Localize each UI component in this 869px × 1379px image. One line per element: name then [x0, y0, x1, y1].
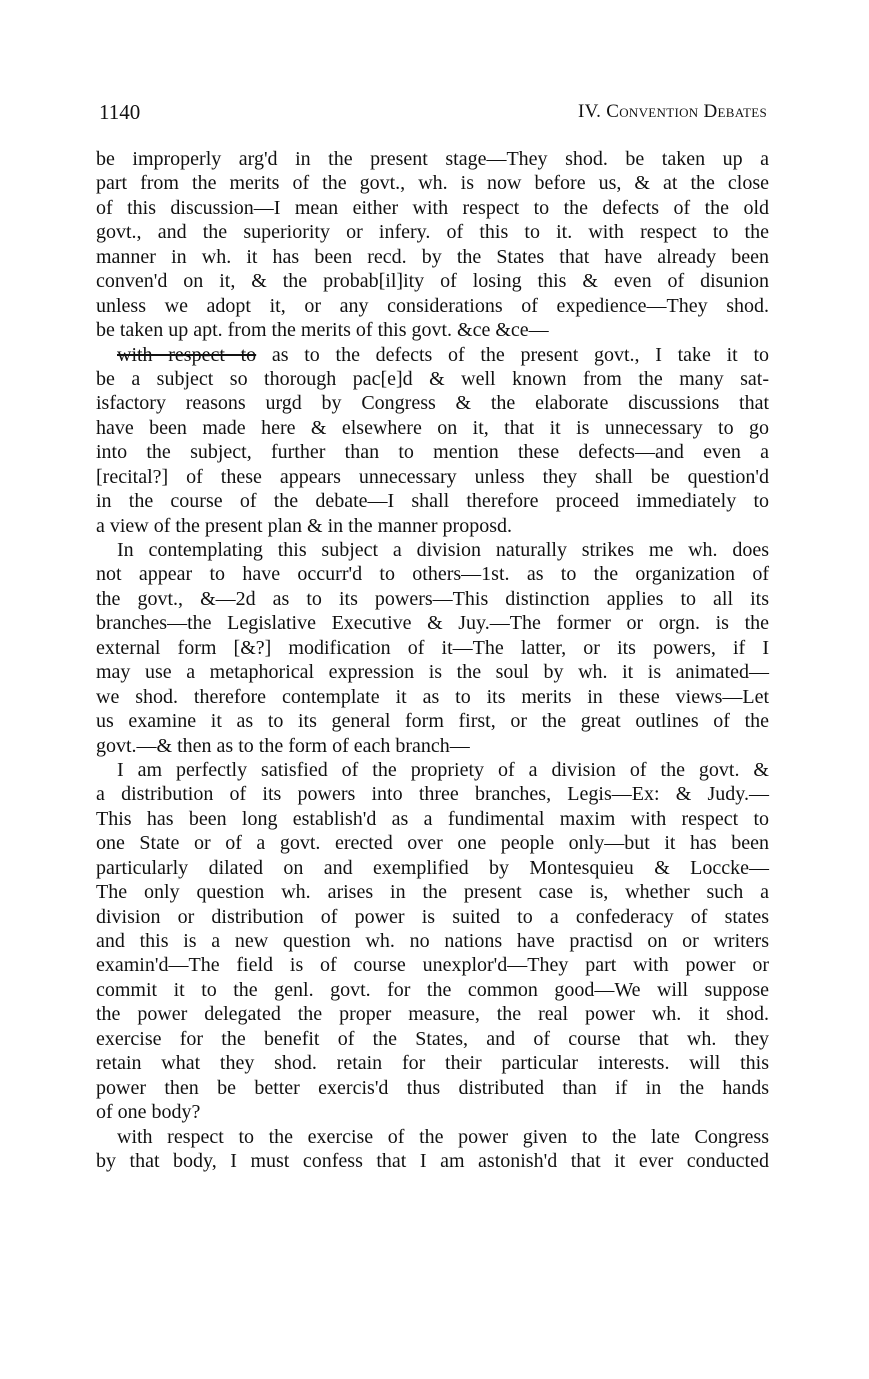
- text-line: the govt., &—2d as to its powers—This distinction applies to all its: [96, 587, 769, 610]
- text-line: us examine it as to its general form first, or the great outlines of the: [96, 710, 769, 733]
- text-line: of this discussion—I mean either with respect to the defects of the old: [96, 196, 769, 219]
- text-line: part from the merits of the govt., wh. is now before us, & at the close: [96, 172, 769, 195]
- text-line: external form [&?] modification of it—The latter, or its powers, if I: [96, 636, 769, 659]
- text-line: isfactory reasons urgd by Congress & the elaborate discussions that: [96, 392, 769, 415]
- text-line: have been made here & elsewhere on it, that it is unnecessary to go: [96, 416, 769, 439]
- text-line: be improperly arg'd in the present stage—They shod. be taken up a: [96, 148, 769, 170]
- text-line: retain what they shod. retain for their particular interests. will this: [96, 1052, 769, 1075]
- text-line: manner in wh. it has been recd. by the States that have already been: [96, 245, 769, 268]
- text-line: in the course of the debate—I shall therefore proceed immediately to: [96, 490, 769, 513]
- paragraph-5: [96, 1125, 769, 1174]
- paragraph-4: [96, 758, 769, 1125]
- text-line: may use a metaphorical expression is the soul by wh. it is animated—: [96, 661, 769, 684]
- body-text: [96, 147, 769, 1173]
- text-line: conven'd on it, & the probab[il]ity of losing this & even of disunion: [96, 270, 769, 293]
- text-line: govt.—& then as to the form of each branch—: [96, 734, 470, 757]
- text-line: be a subject so thorough pac[e]d & well known from the many sat-: [96, 367, 769, 390]
- text-line: branches—the Legislative Executive & Juy.—The former or orgn. is the: [96, 612, 769, 635]
- text-line: a distribution of its powers into three branches, Legis—Ex: & Judy.—: [96, 783, 769, 806]
- text-line: This has been long establish'd as a fundimental maxim with respect to: [96, 807, 769, 830]
- text-line: commit it to the genl. govt. for the common good—We will suppose: [96, 978, 769, 1001]
- text-line: [recital?] of these appears unnecessary unless they shall be question'd: [96, 465, 769, 488]
- page-number: 1140: [99, 100, 141, 124]
- text-line-rest: as to the defects of the present govt., I take it to: [256, 343, 770, 366]
- text-line: [96, 343, 769, 367]
- text-line: The only question wh. arises in the present case is, whether such a: [96, 881, 769, 904]
- text-line: into the subject, further than to mention these defects—and even a: [96, 441, 769, 464]
- text-line: by that body, I must confess that I am astonish'd that it ever conducted: [96, 1149, 769, 1172]
- text-line: and this is a new question wh. no nations have practisd on or writers: [96, 930, 769, 952]
- text-line: the power delegated the proper measure, the real power wh. it shod.: [96, 1003, 769, 1026]
- text-line: In contemplating this subject a division naturally strikes me wh. does: [117, 539, 769, 561]
- text-line: division or distribution of power is suited to a confederacy of states: [96, 905, 769, 928]
- paragraph-3: [96, 538, 769, 758]
- text-line: we shod. therefore contemplate it as to its merits in these views—Let: [96, 685, 769, 708]
- text-line: examin'd—The field is of course unexplor'd—They part with power or: [96, 954, 769, 977]
- text-line: particularly dilated on and exemplified by Montesquieu & Loccke—: [96, 856, 769, 879]
- paragraph-1: [96, 147, 769, 343]
- text-line: a view of the present plan & in the manner proposd.: [96, 514, 512, 537]
- text-line: one State or of a govt. erected over one people only—but it has been: [96, 832, 769, 855]
- text-line: of one body?: [96, 1101, 201, 1124]
- running-head: [99, 98, 767, 128]
- text-line: with respect to the exercise of the power given to the late Congress: [117, 1125, 769, 1148]
- text-line: power then be better exercis'd thus distributed than if in the hands: [96, 1076, 769, 1099]
- text-line: exercise for the benefit of the States, and of course that wh. they: [96, 1027, 769, 1050]
- text-line: be taken up apt. from the merits of this govt. &ce &ce—: [96, 319, 549, 342]
- text-line: govt., and the superiority or infery. of this to it. with respect to the: [96, 221, 769, 244]
- text-line: unless we adopt it, or any considerations of expedience—They shod.: [96, 294, 769, 317]
- paragraph-2: [96, 343, 769, 539]
- struck-text: with respect to: [117, 343, 257, 366]
- text-line: I am perfectly satisfied of the propriety of a division of the govt. &: [117, 758, 769, 781]
- section-title: IV. Convention Debates: [577, 101, 767, 122]
- text-line: not appear to have occurr'd to others—1st. as to the organization of: [96, 563, 769, 586]
